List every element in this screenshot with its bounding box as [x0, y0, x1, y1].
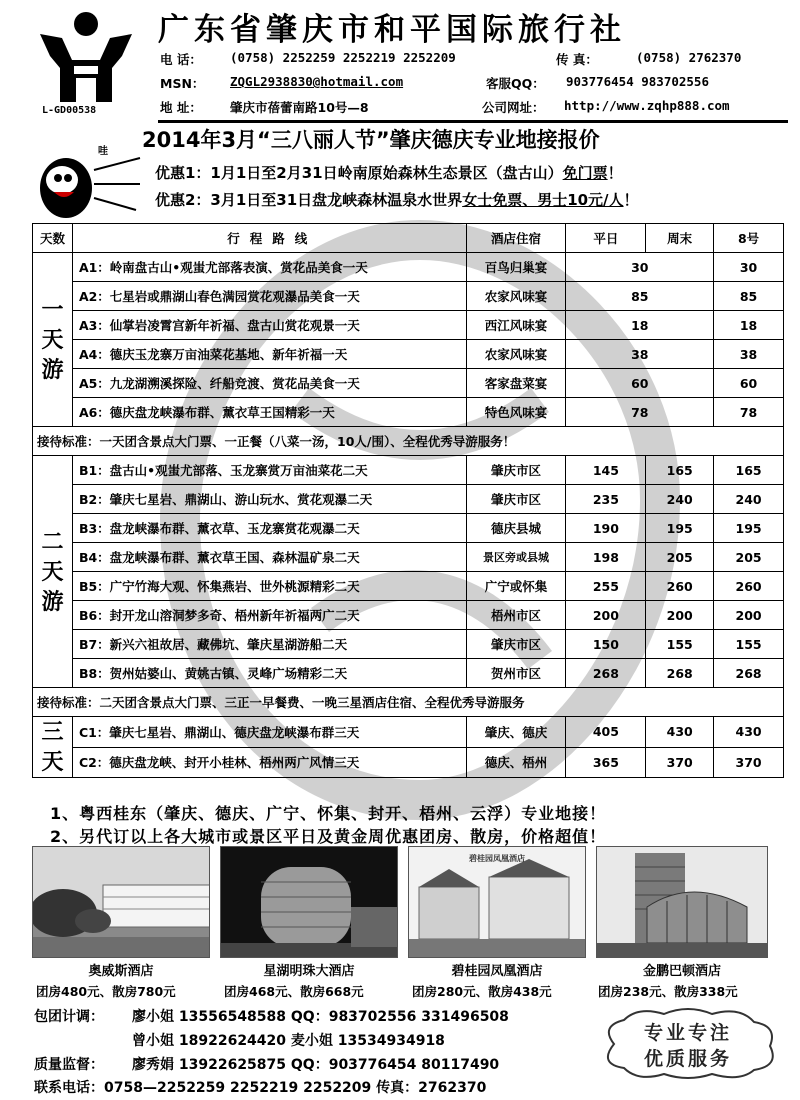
website-link[interactable]: http://www.zqhp888.com [564, 98, 730, 113]
fax-label: 传 真： [556, 52, 598, 67]
header-days: 天数 [33, 224, 73, 253]
three-day-label [33, 717, 73, 778]
hotel-name-4: 金鹏巴顿酒店 [642, 964, 721, 979]
day8-cell: 85 [714, 282, 784, 311]
route-cell: A5：九龙湖溯溪探险、纤船竞渡、赏花品美食一天 [72, 369, 466, 398]
weekday-cell: 145 [566, 456, 646, 485]
day8-cell: 195 [714, 514, 784, 543]
website-label: 公司网址： [482, 100, 545, 115]
day8-cell: 260 [714, 572, 784, 601]
promo-2 [155, 189, 639, 210]
two-day-char-3: 游 [41, 588, 64, 615]
promo-1-text: 优惠1：1月1日至2月31日岭南原始森林生态景区（盘古山） [155, 164, 563, 182]
route-cell: A1：岭南盘古山•观蚩尤部落表演、赏花品美食一天 [72, 253, 466, 282]
route-cell: B8：贺州姑婆山、黄姚古镇、灵峰广场精彩二天 [72, 659, 466, 688]
route-cell: B7：新兴六祖故居、藏佛坑、肇庆星湖游船二天 [72, 630, 466, 659]
three-day-char-1: 三 [41, 719, 64, 745]
msn-address[interactable]: ZQGL2938830@hotmail.com [230, 74, 404, 89]
weekday-cell: 235 [566, 485, 646, 514]
hotel-name-3: 碧桂园凤凰酒店 [451, 964, 543, 979]
day8-cell: 268 [714, 659, 784, 688]
day8-cell: 240 [714, 485, 784, 514]
header-hotel: 酒店住宿 [466, 224, 566, 253]
hotel-price-4: 团房238元、散房338元 [598, 984, 738, 999]
route-cell: A6：德庆盘龙峡瀑布群、薰衣草王国精彩一天 [72, 398, 466, 427]
price-cell: 18 [566, 311, 714, 340]
price-cell: 38 [566, 340, 714, 369]
hotel-cell: 肇庆市区 [466, 456, 566, 485]
table-row [33, 630, 784, 659]
one-day-standard: 接待标准：一天团含景点大门票、一正餐（八菜一汤，10人/围）、全程优秀导游服务！ [33, 427, 784, 456]
three-day-char-2: 天 [41, 749, 64, 775]
table-row [33, 601, 784, 630]
hotel-price-3: 团房280元、散房438元 [412, 984, 552, 999]
header [0, 0, 800, 122]
address-label: 地 址： [160, 100, 202, 115]
table-row [33, 282, 784, 311]
weekday-cell: 200 [566, 601, 646, 630]
table-row [33, 311, 784, 340]
hotel-cell: 梧州市区 [466, 601, 566, 630]
route-cell: B1：盘古山•观蚩尤部落、玉龙寨赏万亩油菜花二天 [72, 456, 466, 485]
weekend-cell: 205 [646, 543, 714, 572]
promo-1-highlight: 免门票 [562, 164, 608, 182]
hotel-cell: 肇庆市区 [466, 630, 566, 659]
day8-cell: 30 [714, 253, 784, 282]
one-day-char-2: 天 [41, 326, 64, 353]
route-cell: B4：盘龙峡瀑布群、薰衣草王国、森林温矿泉二天 [72, 543, 466, 572]
table-row [33, 369, 784, 398]
hotel-2-image-icon [221, 847, 398, 958]
note-2: 2、另代订以上各大城市或景区平日及黄金周优惠团房、散房，价格超值！ [50, 827, 607, 846]
header-weekday: 平日 [566, 224, 646, 253]
quality-line: 廖秀娟 13922625875 QQ：903776454 80117490 [132, 1057, 500, 1073]
table-row [33, 456, 784, 485]
header-divider [158, 120, 788, 123]
hotel-cell: 肇庆市区 [466, 485, 566, 514]
hotel-price-1: 团房480元、散房780元 [36, 984, 176, 999]
weekday-cell: 405 [566, 717, 646, 748]
price-cell: 60 [566, 369, 714, 398]
hotel-photo-1 [32, 846, 210, 958]
hotel-cell: 德庆、梧州 [466, 747, 566, 778]
hotel-cell: 农家风味宴 [466, 340, 566, 369]
group-label: 包团计调： [34, 1009, 104, 1025]
one-day-char-3: 游 [41, 356, 64, 383]
day8-cell: 165 [714, 456, 784, 485]
promo-2-suffix: ！ [623, 191, 639, 209]
weekend-cell: 165 [646, 456, 714, 485]
price-cell: 30 [566, 253, 714, 282]
group-line-2: 曾小姐 18922624420 麦小姐 13534934918 [132, 1033, 445, 1049]
weekend-cell: 260 [646, 572, 714, 601]
hotel-4-image-icon [597, 847, 768, 958]
table-row [33, 543, 784, 572]
hotel-cell: 肇庆、德庆 [466, 717, 566, 748]
address: 肇庆市蓓蕾南路10号—8 [230, 100, 369, 115]
hotel-photo-4 [596, 846, 768, 958]
route-cell: C1：肇庆七星岩、鼎湖山、德庆盘龙峡瀑布群三天 [72, 717, 466, 748]
day8-cell: 205 [714, 543, 784, 572]
hotel-cell: 客家盘菜宴 [466, 369, 566, 398]
hotel-1-image-icon [33, 847, 210, 958]
day8-cell: 78 [714, 398, 784, 427]
route-cell: C2：德庆盘龙峡、封开小桂林、梧州两广风情三天 [72, 747, 466, 778]
weekday-cell: 268 [566, 659, 646, 688]
weekend-cell: 240 [646, 485, 714, 514]
hotel-cell: 广宁或怀集 [466, 572, 566, 601]
price-cell: 85 [566, 282, 714, 311]
phone-label: 电 话： [160, 52, 202, 67]
promo-1-suffix: ！ [607, 164, 623, 182]
day8-cell: 155 [714, 630, 784, 659]
one-day-standard-row [33, 427, 784, 456]
hotel-cell: 贺州市区 [466, 659, 566, 688]
two-day-standard-row [33, 688, 784, 717]
promo-1 [155, 162, 623, 183]
price-table [32, 223, 784, 778]
weekend-cell: 155 [646, 630, 714, 659]
table-row [33, 747, 784, 778]
route-cell: B2：肇庆七星岩、鼎湖山、游山玩水、赏花观瀑二天 [72, 485, 466, 514]
route-cell: A2：七星岩或鼎湖山春色满园赏花观瀑品美食一天 [72, 282, 466, 311]
logo-code: L-GD00538 [42, 105, 97, 116]
route-cell: A3：仙掌岩凌霄宫新年祈福、盘古山赏花观景一天 [72, 311, 466, 340]
table-header-row [33, 224, 784, 253]
note-1: 1、粤西桂东（肇庆、德庆、广宁、怀集、封开、梧州、云浮）专业地接！ [50, 804, 607, 823]
two-day-standard: 接待标准：二天团含景点大门票、三正一早餐费、一晚三星酒店住宿、全程优秀导游服务 [33, 688, 784, 717]
day8-cell: 370 [714, 747, 784, 778]
table-row [33, 253, 784, 282]
weekend-cell: 430 [646, 717, 714, 748]
qq-label: 客服QQ： [486, 76, 545, 91]
header-route: 行程路线 [72, 224, 466, 253]
hotel-cell: 德庆县城 [466, 514, 566, 543]
table-row [33, 398, 784, 427]
agency-name: 广东省肇庆市和平国际旅行社 [158, 12, 626, 48]
weekend-cell: 370 [646, 747, 714, 778]
one-day-label [33, 253, 73, 427]
day8-cell: 200 [714, 601, 784, 630]
route-cell: A4：德庆玉龙寨万亩油菜花基地、新年祈福一天 [72, 340, 466, 369]
hotel-price-2: 团房468元、散房668元 [224, 984, 364, 999]
agency-logo [30, 8, 140, 116]
table-row [33, 717, 784, 748]
quality-label: 质量监督： [34, 1057, 104, 1073]
badge-line-2: 优质服务 [643, 1048, 732, 1070]
weekday-cell: 365 [566, 747, 646, 778]
one-day-char-1: 一 [41, 296, 64, 323]
hotel-cell: 景区旁或县城 [466, 543, 566, 572]
promo-2-highlight: 女士免票、男士10元/人 [462, 191, 624, 209]
table-row [33, 514, 784, 543]
weekday-cell: 190 [566, 514, 646, 543]
service-badge [594, 1004, 782, 1082]
weekday-cell: 150 [566, 630, 646, 659]
header-day8: 8号 [714, 224, 784, 253]
penguin-mascot-icon [24, 140, 144, 222]
header-weekend: 周末 [646, 224, 714, 253]
table-row [33, 659, 784, 688]
hotel-cell: 农家风味宴 [466, 282, 566, 311]
page-title: 2014年3月“三八丽人节”肇庆德庆专业地接报价 [142, 128, 600, 152]
two-day-char-1: 二 [41, 528, 64, 555]
route-cell: B3：盘龙峡瀑布群、薰衣草、玉龙寨赏花观瀑二天 [72, 514, 466, 543]
two-day-label [33, 456, 73, 688]
route-cell: B6：封开龙山溶洞梦多奇、梧州新年祈福两广二天 [72, 601, 466, 630]
hotel-photo-3 [408, 846, 586, 958]
qq-numbers: 903776454 983702556 [566, 74, 709, 89]
hotel-cell: 百鸟归巢宴 [466, 253, 566, 282]
hotel-photo-2 [220, 846, 398, 958]
msn-label: MSN： [160, 76, 205, 91]
table-row [33, 485, 784, 514]
day8-cell: 430 [714, 717, 784, 748]
logo-icon [30, 8, 140, 104]
table-row [33, 340, 784, 369]
route-cell: B5：广宁竹海大观、怀集燕岩、世外桃源精彩二天 [72, 572, 466, 601]
hotel-name-2: 星湖明珠大酒店 [263, 964, 355, 979]
hotel-3-sign: 碧桂园凤凰酒店 [469, 854, 525, 863]
group-line-1: 廖小姐 13556548588 QQ：983702556 331496508 [132, 1009, 509, 1025]
hotel-cell: 西江风味宴 [466, 311, 566, 340]
two-day-char-2: 天 [41, 558, 64, 585]
weekday-cell: 198 [566, 543, 646, 572]
badge-line-1: 专业专注 [643, 1022, 732, 1044]
hotel-cell: 特色风味宴 [466, 398, 566, 427]
day8-cell: 38 [714, 340, 784, 369]
weekend-cell: 195 [646, 514, 714, 543]
weekday-cell: 255 [566, 572, 646, 601]
day8-cell: 18 [714, 311, 784, 340]
fax-number: (0758) 2762370 [636, 50, 742, 65]
table-row [33, 572, 784, 601]
weekend-cell: 200 [646, 601, 714, 630]
contact-phone-line: 联系电话：0758—2252259 2252219 2252209 传真：2762370 [34, 1080, 487, 1096]
day8-cell: 60 [714, 369, 784, 398]
promo-2-text: 优惠2：3月1日至31日盘龙峡森林温泉水世界 [155, 191, 463, 209]
phone-numbers: (0758) 2252259 2252219 2252209 [230, 50, 456, 65]
svg-text:哇: 哇 [98, 146, 108, 157]
hotel-name-1: 奥威斯酒店 [88, 964, 154, 979]
price-cell: 78 [566, 398, 714, 427]
weekend-cell: 268 [646, 659, 714, 688]
